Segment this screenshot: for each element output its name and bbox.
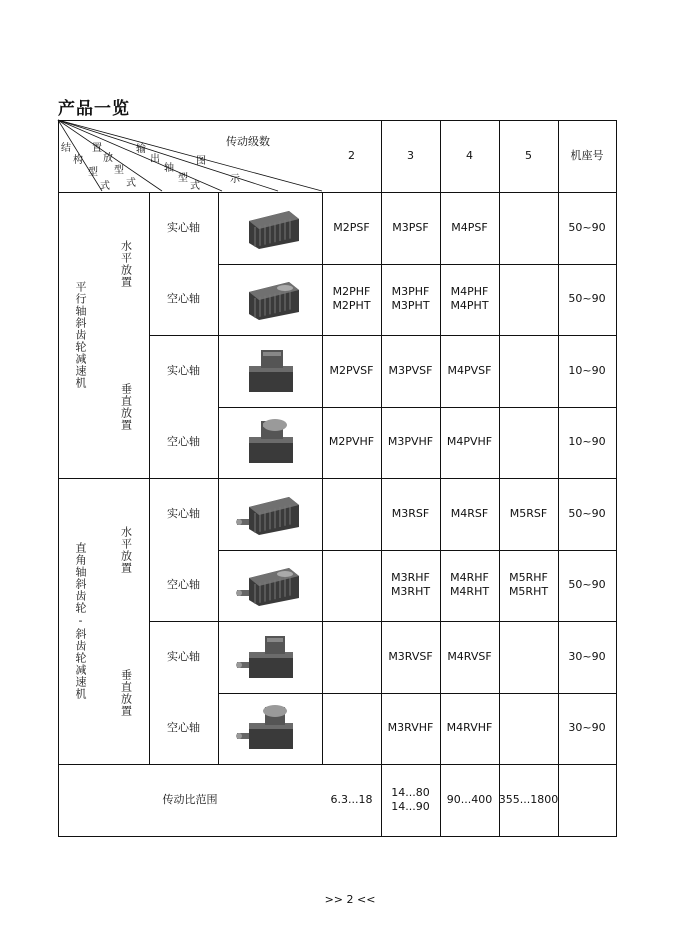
ratio-range-cell xyxy=(381,764,440,836)
parallel-vertical-solid-reducer-icon xyxy=(218,335,322,407)
ratio-range-label xyxy=(58,764,322,836)
model-cell xyxy=(440,621,499,693)
cell-line: M4RSF xyxy=(450,506,489,520)
stage-header-5 xyxy=(499,120,558,192)
diagonal-label: 结 xyxy=(61,143,71,154)
diagonal-label: 型 xyxy=(178,173,188,184)
cell-line: 水平放置 xyxy=(119,239,133,288)
cell-line: M4RVSF xyxy=(447,649,492,663)
cell-line: 实心轴 xyxy=(167,649,200,663)
placement-label xyxy=(102,335,149,478)
cell-line: 4 xyxy=(466,149,473,162)
cell-line: 垂直放置 xyxy=(119,668,133,717)
model-cell xyxy=(381,693,440,765)
model-cell xyxy=(440,550,499,622)
cell-line: M4PVSF xyxy=(447,363,492,377)
shaft-type-label xyxy=(149,335,218,407)
cell-line: 机座号 xyxy=(570,149,604,162)
cell-line: 空心轴 xyxy=(167,435,200,449)
parallel-horizontal-solid-reducer-icon xyxy=(218,192,322,264)
cell-line: 5 xyxy=(525,149,532,162)
cell-line: M4PSF xyxy=(451,220,488,234)
diagonal-label: 出 xyxy=(150,154,160,165)
cell-line: M5RHF xyxy=(509,571,548,585)
bevel-horizontal-solid-reducer-icon xyxy=(218,478,322,550)
cell-line: M2PHT xyxy=(332,299,371,313)
model-cell xyxy=(499,192,558,264)
cell-line: M3RVSF xyxy=(388,649,433,663)
cell-line: M5RSF xyxy=(509,506,548,520)
diagonal-label: 型 xyxy=(114,165,124,176)
shaft-type-label xyxy=(149,264,218,336)
cell-line: M3PVHF xyxy=(387,435,434,449)
diagonal-top-label: 传动级数 xyxy=(226,135,270,148)
placement-label xyxy=(102,478,149,621)
placement-label xyxy=(102,621,149,764)
cell-line: 50~90 xyxy=(568,220,606,234)
frame-size-cell xyxy=(558,550,616,622)
cell-line: M4PHF xyxy=(450,285,489,299)
cell-line: 2 xyxy=(348,149,355,162)
cell-line: M3RHF xyxy=(391,571,430,585)
page-title: 产品一览 xyxy=(58,99,130,119)
model-cell xyxy=(499,264,558,336)
shaft-type-label xyxy=(149,621,218,693)
model-cell xyxy=(322,335,381,407)
cell-line: 355...1800 xyxy=(498,793,559,806)
diagonal-label: 轴 xyxy=(164,163,174,174)
model-cell xyxy=(381,550,440,622)
model-cell xyxy=(322,478,381,550)
model-cell xyxy=(499,693,558,765)
model-cell xyxy=(381,621,440,693)
model-cell xyxy=(499,550,558,622)
cell-line: M4RVHF xyxy=(446,721,493,735)
shaft-type-label xyxy=(149,192,218,264)
model-cell xyxy=(322,192,381,264)
model-cell xyxy=(381,407,440,479)
structure-type-label xyxy=(58,478,102,764)
cell-line: 空心轴 xyxy=(167,721,200,735)
bevel-horizontal-hollow-reducer-icon xyxy=(218,550,322,622)
model-cell xyxy=(381,264,440,336)
parallel-vertical-hollow-reducer-icon xyxy=(218,407,322,479)
model-cell xyxy=(499,621,558,693)
parallel-horizontal-hollow-reducer-icon xyxy=(218,264,322,336)
diagonal-label: 置 xyxy=(92,143,102,154)
ratio-range-cell xyxy=(499,764,558,836)
frame-header xyxy=(558,120,616,192)
cell-line: 垂直放置 xyxy=(119,382,133,431)
frame-size-cell xyxy=(558,621,616,693)
model-cell xyxy=(499,478,558,550)
cell-line: 50~90 xyxy=(568,506,606,520)
diagonal-label: 图 xyxy=(196,156,206,167)
cell-line: M2PHF xyxy=(332,285,371,299)
frame-size-cell xyxy=(558,407,616,479)
cell-line: 90...400 xyxy=(446,793,493,806)
diagonal-label: 式 xyxy=(100,181,110,192)
cell-line: 实心轴 xyxy=(167,363,200,377)
cell-line: 6.3...18 xyxy=(330,793,373,806)
cell-line: M3RSF xyxy=(391,506,430,520)
product-table xyxy=(58,120,617,837)
cell-line: M3PHF xyxy=(391,285,430,299)
model-cell xyxy=(440,407,499,479)
stage-header-2 xyxy=(322,120,381,192)
cell-line: 14...80 xyxy=(391,786,430,799)
cell-line: M4PHT xyxy=(450,299,489,313)
bevel-vertical-hollow-reducer-icon xyxy=(218,693,322,765)
diagonal-label: 式 xyxy=(126,178,136,189)
cell-line: M4RHT xyxy=(449,585,490,599)
shaft-type-label xyxy=(149,478,218,550)
shaft-type-label xyxy=(149,407,218,479)
cell-line: M3RVHF xyxy=(387,721,434,735)
frame-size-cell xyxy=(558,693,616,765)
model-cell xyxy=(440,335,499,407)
structure-type-label xyxy=(58,192,102,478)
diagonal-label: 放 xyxy=(103,153,113,164)
model-cell xyxy=(440,192,499,264)
cell-line: 实心轴 xyxy=(167,506,200,520)
model-cell xyxy=(322,264,381,336)
cell-line: M4PVHF xyxy=(446,435,493,449)
placement-label xyxy=(102,192,149,335)
ratio-range-cell xyxy=(440,764,499,836)
frame-size-cell xyxy=(558,192,616,264)
model-cell xyxy=(499,335,558,407)
cell-line: M3RHT xyxy=(390,585,431,599)
model-cell xyxy=(322,621,381,693)
model-cell xyxy=(440,478,499,550)
model-cell xyxy=(322,407,381,479)
cell-line: 30~90 xyxy=(568,649,606,663)
ratio-range-cell xyxy=(322,764,381,836)
cell-line: 50~90 xyxy=(568,578,606,592)
model-cell xyxy=(440,264,499,336)
stage-header-4 xyxy=(440,120,499,192)
cell-line: 30~90 xyxy=(568,721,606,735)
cell-line: M2PSF xyxy=(333,220,370,234)
cell-line: 3 xyxy=(407,149,414,162)
shaft-type-label xyxy=(149,693,218,765)
cell-line: M3PSF xyxy=(392,220,429,234)
cell-line: M5RHT xyxy=(508,585,549,599)
cell-line: M4RHF xyxy=(450,571,489,585)
page-number: >> 2 << xyxy=(324,893,376,906)
cell-line: M3PHT xyxy=(391,299,430,313)
cell-line: M2PVHF xyxy=(328,435,375,449)
cell-line: 空心轴 xyxy=(167,578,200,592)
diagonal-label: 构 xyxy=(73,155,83,166)
frame-size-cell xyxy=(558,335,616,407)
cell-line: 14...90 xyxy=(391,800,430,813)
frame-size-cell xyxy=(558,264,616,336)
model-cell xyxy=(322,550,381,622)
cell-line: M2PVSF xyxy=(329,363,374,377)
frame-size-cell xyxy=(558,478,616,550)
cell-line: M3PVSF xyxy=(388,363,433,377)
cell-line: 空心轴 xyxy=(167,292,200,306)
shaft-type-label xyxy=(149,550,218,622)
cell-line: 传动比范围 xyxy=(162,793,218,806)
model-cell xyxy=(322,693,381,765)
cell-line: 平行轴斜齿轮减速机 xyxy=(74,281,87,389)
stage-header-3 xyxy=(381,120,440,192)
cell-line: 直角轴斜齿轮-斜齿轮减速机 xyxy=(74,542,87,700)
model-cell xyxy=(440,693,499,765)
cell-line: 10~90 xyxy=(568,363,606,377)
cell-line: 10~90 xyxy=(568,435,606,449)
cell-line: 实心轴 xyxy=(167,220,200,234)
model-cell xyxy=(381,478,440,550)
diagonal-label: 式 xyxy=(190,181,200,192)
model-cell xyxy=(499,407,558,479)
diagonal-label: 型 xyxy=(88,167,98,178)
cell-line: 50~90 xyxy=(568,292,606,306)
diagonal-label: 输 xyxy=(136,144,146,155)
bevel-vertical-solid-reducer-icon xyxy=(218,621,322,693)
diagonal-label: 示 xyxy=(230,174,240,185)
cell-line: 水平放置 xyxy=(119,525,133,574)
model-cell xyxy=(381,335,440,407)
ratio-frame-cell xyxy=(558,764,616,836)
model-cell xyxy=(381,192,440,264)
